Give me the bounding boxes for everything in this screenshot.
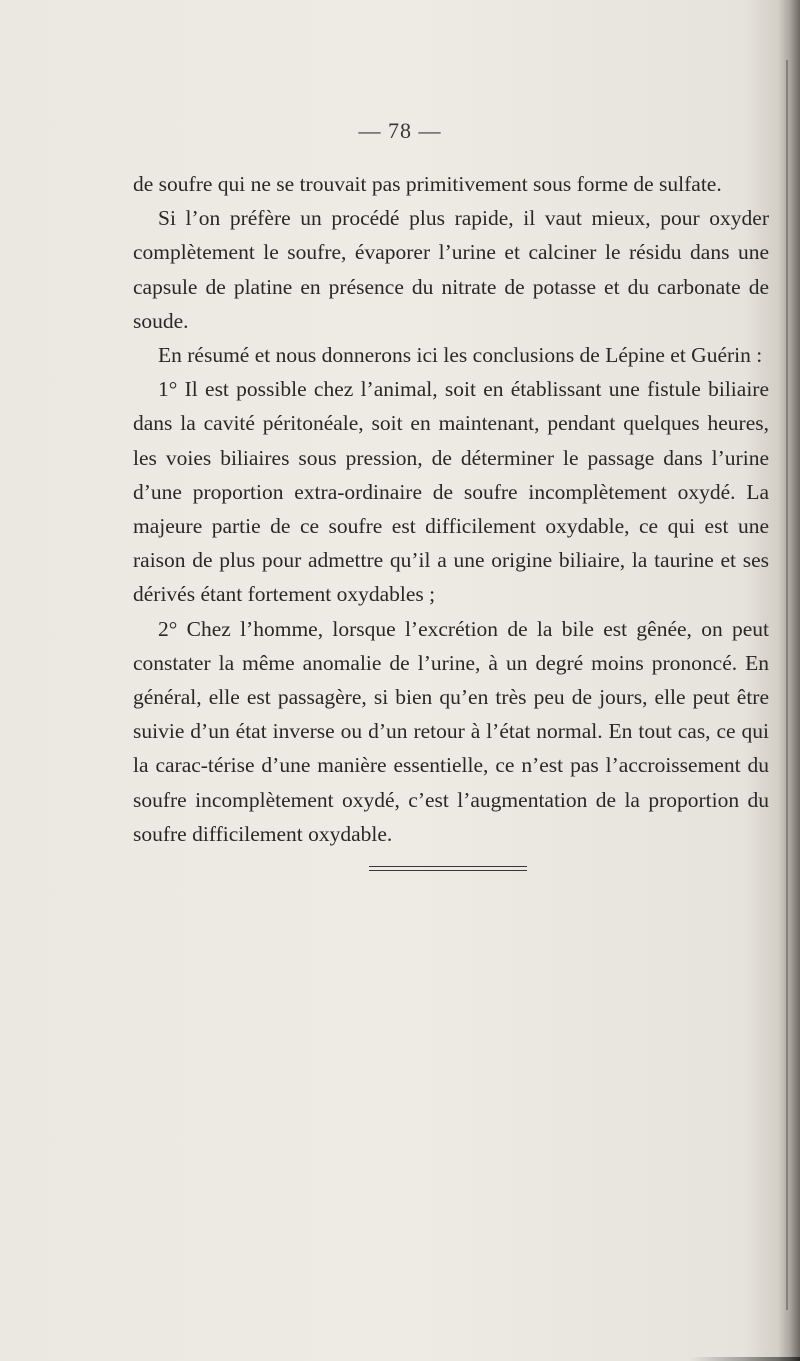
paragraph-conclusion-2: 2° Chez l’homme, lorsque l’excrétion de la bile est gênée, on peut constater la même anomalie de l’urine, à un degré moins prononcé. En général, elle est passagère, si bien qu’en très peu de jours, elle peut être suivie d’un état inverse ou d’un retour à l’état normal. En tout cas, ce qui la carac-térise d’une manière essentielle, ce n’est pas l’accroissement du soufre incomplètement oxydé, c’est l’augmentation de la proportion du soufre difficilement oxydable.	[133, 616, 769, 846]
page-body	[133, 167, 769, 851]
paragraph-procedure: Si l’on préfère un procédé plus rapide, il vaut mieux, pour oxyder complètement le soufre, évaporer l’urine et calciner le résidu dans une capsule de platine en présence du nitrate de potasse et du carbonate de soude.	[133, 206, 769, 333]
paragraph-continuation: de soufre qui ne se trouvait pas primitivement sous forme de sulfate.	[133, 172, 722, 196]
page-corner-shadow	[690, 1357, 800, 1361]
paragraph-conclusion-1: 1° Il est possible chez l’animal, soit en établissant une fistule biliaire dans la cavité péritonéale, soit en maintenant, pendant quelques heures, les voies biliaires sous pression, de déterminer le passage dans l’urine d’une proportion extra-ordinaire de soufre incomplètement oxydé. La majeure partie de ce soufre est difficilement oxydable, ce qui est une raison de plus pour admettre qu’il a une origine biliaire, la taurine et ses dérivés étant fortement oxydables ;	[133, 377, 769, 607]
page-edge-shadow	[778, 0, 800, 1361]
section-divider-rule	[369, 866, 527, 867]
section-divider-rule	[369, 870, 527, 871]
paragraph-summary-intro: En résumé et nous donnerons ici les conclusions de Lépine et Guérin :	[158, 343, 763, 368]
page-number: — 78 —	[358, 118, 442, 143]
binding-line	[786, 60, 788, 1310]
